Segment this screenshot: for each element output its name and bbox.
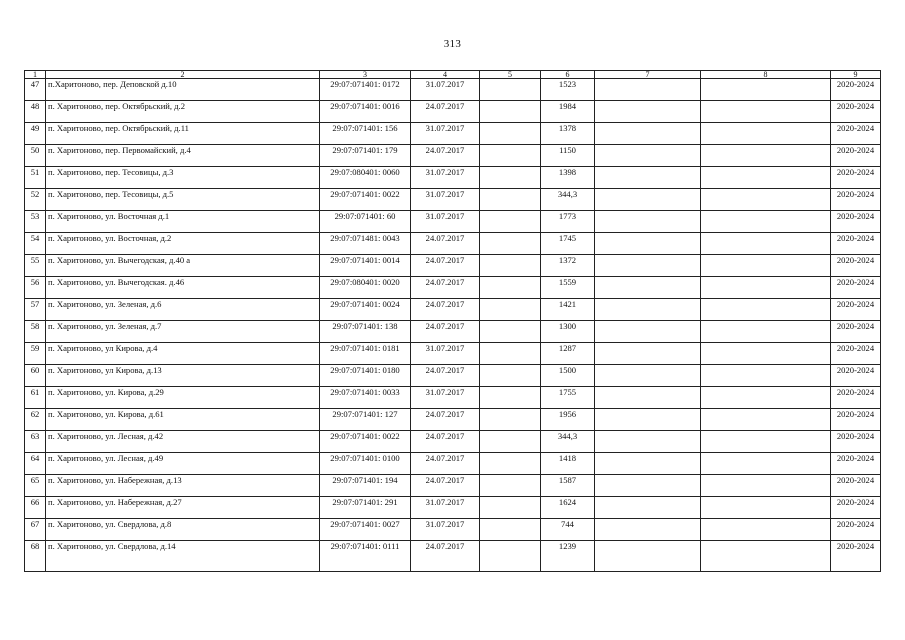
period-cell: 2020-2024	[831, 123, 881, 145]
table-row	[25, 343, 881, 365]
column-7-cell	[595, 255, 701, 277]
date-cell: 24.07.2017	[411, 365, 480, 387]
column-8-cell	[701, 321, 831, 343]
row-number: 62	[25, 409, 46, 431]
value-cell: 1956	[541, 409, 595, 431]
date-cell: 24.07.2017	[411, 541, 480, 572]
column-5-cell	[480, 145, 541, 167]
column-7-cell	[595, 211, 701, 233]
column-7-cell	[595, 277, 701, 299]
cadastral-number-cell: 29:07:071401: 0033	[320, 387, 411, 409]
table-header-row	[25, 71, 881, 79]
address-cell: п. Харитоново, ул. Вычегодская, д.40 а	[46, 255, 320, 277]
period-cell: 2020-2024	[831, 167, 881, 189]
column-8-cell	[701, 541, 831, 572]
value-cell: 1745	[541, 233, 595, 255]
column-header: 6	[541, 71, 595, 79]
date-cell: 24.07.2017	[411, 255, 480, 277]
column-5-cell	[480, 365, 541, 387]
cadastral-number-cell: 29:07:071401: 0100	[320, 453, 411, 475]
column-5-cell	[480, 79, 541, 101]
value-cell: 1300	[541, 321, 595, 343]
cadastral-number-cell: 29:07:071401: 0016	[320, 101, 411, 123]
period-cell: 2020-2024	[831, 321, 881, 343]
address-cell: п. Харитоново, ул. Вычегодская. д.46	[46, 277, 320, 299]
table-row	[25, 255, 881, 277]
row-number: 61	[25, 387, 46, 409]
period-cell: 2020-2024	[831, 519, 881, 541]
date-cell: 24.07.2017	[411, 299, 480, 321]
period-cell: 2020-2024	[831, 299, 881, 321]
date-cell: 24.07.2017	[411, 453, 480, 475]
cadastral-number-cell: 29:07:071401: 194	[320, 475, 411, 497]
column-8-cell	[701, 233, 831, 255]
column-8-cell	[701, 497, 831, 519]
date-cell: 24.07.2017	[411, 475, 480, 497]
address-cell: п. Харитоново, ул. Кирова, д.29	[46, 387, 320, 409]
column-5-cell	[480, 519, 541, 541]
column-7-cell	[595, 299, 701, 321]
cadastral-number-cell: 29:07:071401: 0022	[320, 189, 411, 211]
address-cell: п. Харитоново, ул. Набережная, д.13	[46, 475, 320, 497]
row-number: 67	[25, 519, 46, 541]
period-cell: 2020-2024	[831, 189, 881, 211]
address-cell: п. Харитоново, ул. Набережная, д.27	[46, 497, 320, 519]
column-5-cell	[480, 343, 541, 365]
period-cell: 2020-2024	[831, 211, 881, 233]
column-8-cell	[701, 365, 831, 387]
table-row	[25, 79, 881, 101]
column-8-cell	[701, 475, 831, 497]
column-5-cell	[480, 101, 541, 123]
value-cell: 1587	[541, 475, 595, 497]
row-number: 66	[25, 497, 46, 519]
column-5-cell	[480, 277, 541, 299]
column-5-cell	[480, 431, 541, 453]
date-cell: 24.07.2017	[411, 409, 480, 431]
column-8-cell	[701, 519, 831, 541]
period-cell: 2020-2024	[831, 145, 881, 167]
period-cell: 2020-2024	[831, 365, 881, 387]
column-header: 3	[320, 71, 411, 79]
row-number: 50	[25, 145, 46, 167]
address-cell: п. Харитоново, ул. Кирова, д.61	[46, 409, 320, 431]
column-header: 8	[701, 71, 831, 79]
period-cell: 2020-2024	[831, 233, 881, 255]
value-cell: 344,3	[541, 189, 595, 211]
table-row	[25, 453, 881, 475]
table-row	[25, 431, 881, 453]
column-5-cell	[480, 387, 541, 409]
table-row	[25, 409, 881, 431]
period-cell: 2020-2024	[831, 475, 881, 497]
column-8-cell	[701, 145, 831, 167]
period-cell: 2020-2024	[831, 387, 881, 409]
cadastral-number-cell: 29:07:071401: 0181	[320, 343, 411, 365]
table-row	[25, 167, 881, 189]
cadastral-number-cell: 29:07:071401: 0024	[320, 299, 411, 321]
date-cell: 31.07.2017	[411, 519, 480, 541]
date-cell: 31.07.2017	[411, 387, 480, 409]
address-cell: п. Харитоново, ул. Свердлова, д.8	[46, 519, 320, 541]
column-8-cell	[701, 387, 831, 409]
value-cell: 1287	[541, 343, 595, 365]
column-7-cell	[595, 519, 701, 541]
column-5-cell	[480, 475, 541, 497]
address-cell: п. Харитоново, ул. Восточная, д.2	[46, 233, 320, 255]
cadastral-number-cell: 29:07:071401: 0022	[320, 431, 411, 453]
date-cell: 24.07.2017	[411, 431, 480, 453]
cadastral-number-cell: 29:07:071401: 127	[320, 409, 411, 431]
row-number: 48	[25, 101, 46, 123]
table-row	[25, 365, 881, 387]
column-5-cell	[480, 321, 541, 343]
column-8-cell	[701, 101, 831, 123]
table-body	[25, 79, 881, 572]
row-number: 65	[25, 475, 46, 497]
table-row	[25, 101, 881, 123]
column-header: 5	[480, 71, 541, 79]
table-row	[25, 541, 881, 572]
row-number: 59	[25, 343, 46, 365]
row-number: 49	[25, 123, 46, 145]
cadastral-number-cell: 29:07:071481: 0043	[320, 233, 411, 255]
column-8-cell	[701, 277, 831, 299]
address-cell: п. Харитоново, пер. Октябрьский, д.11	[46, 123, 320, 145]
column-7-cell	[595, 541, 701, 572]
cadastral-number-cell: 29:07:071401: 0014	[320, 255, 411, 277]
column-7-cell	[595, 431, 701, 453]
row-number: 53	[25, 211, 46, 233]
column-7-cell	[595, 233, 701, 255]
value-cell: 1773	[541, 211, 595, 233]
column-7-cell	[595, 475, 701, 497]
register-table	[24, 70, 881, 572]
cadastral-number-cell: 29:07:071401: 60	[320, 211, 411, 233]
value-cell: 1418	[541, 453, 595, 475]
address-cell: п.Харитоново, пер. Деповской д.10	[46, 79, 320, 101]
address-cell: п. Харитоново, пер. Первомайский, д.4	[46, 145, 320, 167]
column-5-cell	[480, 167, 541, 189]
value-cell: 344,3	[541, 431, 595, 453]
date-cell: 31.07.2017	[411, 79, 480, 101]
column-7-cell	[595, 101, 701, 123]
date-cell: 24.07.2017	[411, 101, 480, 123]
date-cell: 24.07.2017	[411, 277, 480, 299]
period-cell: 2020-2024	[831, 79, 881, 101]
address-cell: п. Харитоново, ул. Свердлова, д.14	[46, 541, 320, 572]
date-cell: 24.07.2017	[411, 233, 480, 255]
table-row	[25, 497, 881, 519]
cadastral-number-cell: 29:07:071401: 0172	[320, 79, 411, 101]
row-number: 58	[25, 321, 46, 343]
column-8-cell	[701, 123, 831, 145]
column-header: 7	[595, 71, 701, 79]
cadastral-number-cell: 29:07:071401: 0180	[320, 365, 411, 387]
column-8-cell	[701, 189, 831, 211]
value-cell: 1372	[541, 255, 595, 277]
column-8-cell	[701, 409, 831, 431]
cadastral-number-cell: 29:07:071401: 156	[320, 123, 411, 145]
period-cell: 2020-2024	[831, 453, 881, 475]
column-8-cell	[701, 255, 831, 277]
row-number: 64	[25, 453, 46, 475]
column-7-cell	[595, 145, 701, 167]
address-cell: п. Харитоново, ул. Лесная, д.42	[46, 431, 320, 453]
cadastral-number-cell: 29:07:071401: 0027	[320, 519, 411, 541]
cadastral-number-cell: 29:07:071401: 179	[320, 145, 411, 167]
row-number: 56	[25, 277, 46, 299]
column-7-cell	[595, 123, 701, 145]
address-cell: п. Харитоново, пер. Октябрьский, д.2	[46, 101, 320, 123]
column-7-cell	[595, 365, 701, 387]
table-row	[25, 233, 881, 255]
row-number: 52	[25, 189, 46, 211]
column-8-cell	[701, 167, 831, 189]
table-row	[25, 211, 881, 233]
value-cell: 1755	[541, 387, 595, 409]
column-7-cell	[595, 409, 701, 431]
period-cell: 2020-2024	[831, 497, 881, 519]
date-cell: 24.07.2017	[411, 321, 480, 343]
table-row	[25, 387, 881, 409]
cadastral-number-cell: 29:07:071401: 0111	[320, 541, 411, 572]
value-cell: 1500	[541, 365, 595, 387]
column-7-cell	[595, 453, 701, 475]
table-row	[25, 299, 881, 321]
address-cell: п. Харитоново, ул Кирова, д.4	[46, 343, 320, 365]
address-cell: п. Харитоново, ул. Восточная д.1	[46, 211, 320, 233]
cadastral-number-cell: 29:07:071401: 291	[320, 497, 411, 519]
column-5-cell	[480, 453, 541, 475]
date-cell: 31.07.2017	[411, 343, 480, 365]
period-cell: 2020-2024	[831, 541, 881, 572]
value-cell: 1398	[541, 167, 595, 189]
period-cell: 2020-2024	[831, 277, 881, 299]
column-5-cell	[480, 123, 541, 145]
table-row	[25, 475, 881, 497]
column-7-cell	[595, 497, 701, 519]
row-number: 60	[25, 365, 46, 387]
value-cell: 1150	[541, 145, 595, 167]
column-5-cell	[480, 541, 541, 572]
column-7-cell	[595, 321, 701, 343]
column-5-cell	[480, 255, 541, 277]
table-row	[25, 519, 881, 541]
address-cell: п. Харитоново, ул. Лесная, д.49	[46, 453, 320, 475]
cadastral-number-cell: 29:07:071401: 138	[320, 321, 411, 343]
value-cell: 1559	[541, 277, 595, 299]
value-cell: 1523	[541, 79, 595, 101]
row-number: 63	[25, 431, 46, 453]
value-cell: 744	[541, 519, 595, 541]
table-row	[25, 321, 881, 343]
period-cell: 2020-2024	[831, 343, 881, 365]
cadastral-number-cell: 29:07:080401: 0060	[320, 167, 411, 189]
column-8-cell	[701, 343, 831, 365]
table-row	[25, 189, 881, 211]
column-5-cell	[480, 299, 541, 321]
page-number: 313	[443, 38, 462, 50]
date-cell: 31.07.2017	[411, 123, 480, 145]
date-cell: 31.07.2017	[411, 497, 480, 519]
column-header: 4	[411, 71, 480, 79]
address-cell: п. Харитоново, пер. Тесовицы, д.3	[46, 167, 320, 189]
date-cell: 31.07.2017	[411, 189, 480, 211]
column-5-cell	[480, 189, 541, 211]
column-5-cell	[480, 211, 541, 233]
table-row	[25, 277, 881, 299]
column-8-cell	[701, 431, 831, 453]
period-cell: 2020-2024	[831, 409, 881, 431]
date-cell: 31.07.2017	[411, 167, 480, 189]
period-cell: 2020-2024	[831, 431, 881, 453]
table-row	[25, 145, 881, 167]
column-header: 9	[831, 71, 881, 79]
column-8-cell	[701, 299, 831, 321]
cadastral-number-cell: 29:07:080401: 0020	[320, 277, 411, 299]
column-8-cell	[701, 79, 831, 101]
column-8-cell	[701, 211, 831, 233]
value-cell: 1984	[541, 101, 595, 123]
period-cell: 2020-2024	[831, 255, 881, 277]
address-cell: п. Харитоново, ул. Зеленая, д.7	[46, 321, 320, 343]
address-cell: п. Харитоново, ул. Зеленая, д.6	[46, 299, 320, 321]
value-cell: 1421	[541, 299, 595, 321]
column-5-cell	[480, 409, 541, 431]
address-cell: п. Харитоново, ул Кирова, д.13	[46, 365, 320, 387]
column-8-cell	[701, 453, 831, 475]
column-header: 2	[46, 71, 320, 79]
row-number: 68	[25, 541, 46, 572]
column-7-cell	[595, 189, 701, 211]
row-number: 47	[25, 79, 46, 101]
row-number: 57	[25, 299, 46, 321]
column-5-cell	[480, 497, 541, 519]
value-cell: 1239	[541, 541, 595, 572]
row-number: 51	[25, 167, 46, 189]
row-number: 54	[25, 233, 46, 255]
column-7-cell	[595, 167, 701, 189]
value-cell: 1378	[541, 123, 595, 145]
date-cell: 24.07.2017	[411, 145, 480, 167]
period-cell: 2020-2024	[831, 101, 881, 123]
row-number: 55	[25, 255, 46, 277]
column-5-cell	[480, 233, 541, 255]
value-cell: 1624	[541, 497, 595, 519]
address-cell: п. Харитоново, пер. Тесовицы, д.5	[46, 189, 320, 211]
column-7-cell	[595, 343, 701, 365]
column-7-cell	[595, 79, 701, 101]
table-row	[25, 123, 881, 145]
date-cell: 31.07.2017	[411, 211, 480, 233]
column-header: 1	[25, 71, 46, 79]
column-7-cell	[595, 387, 701, 409]
